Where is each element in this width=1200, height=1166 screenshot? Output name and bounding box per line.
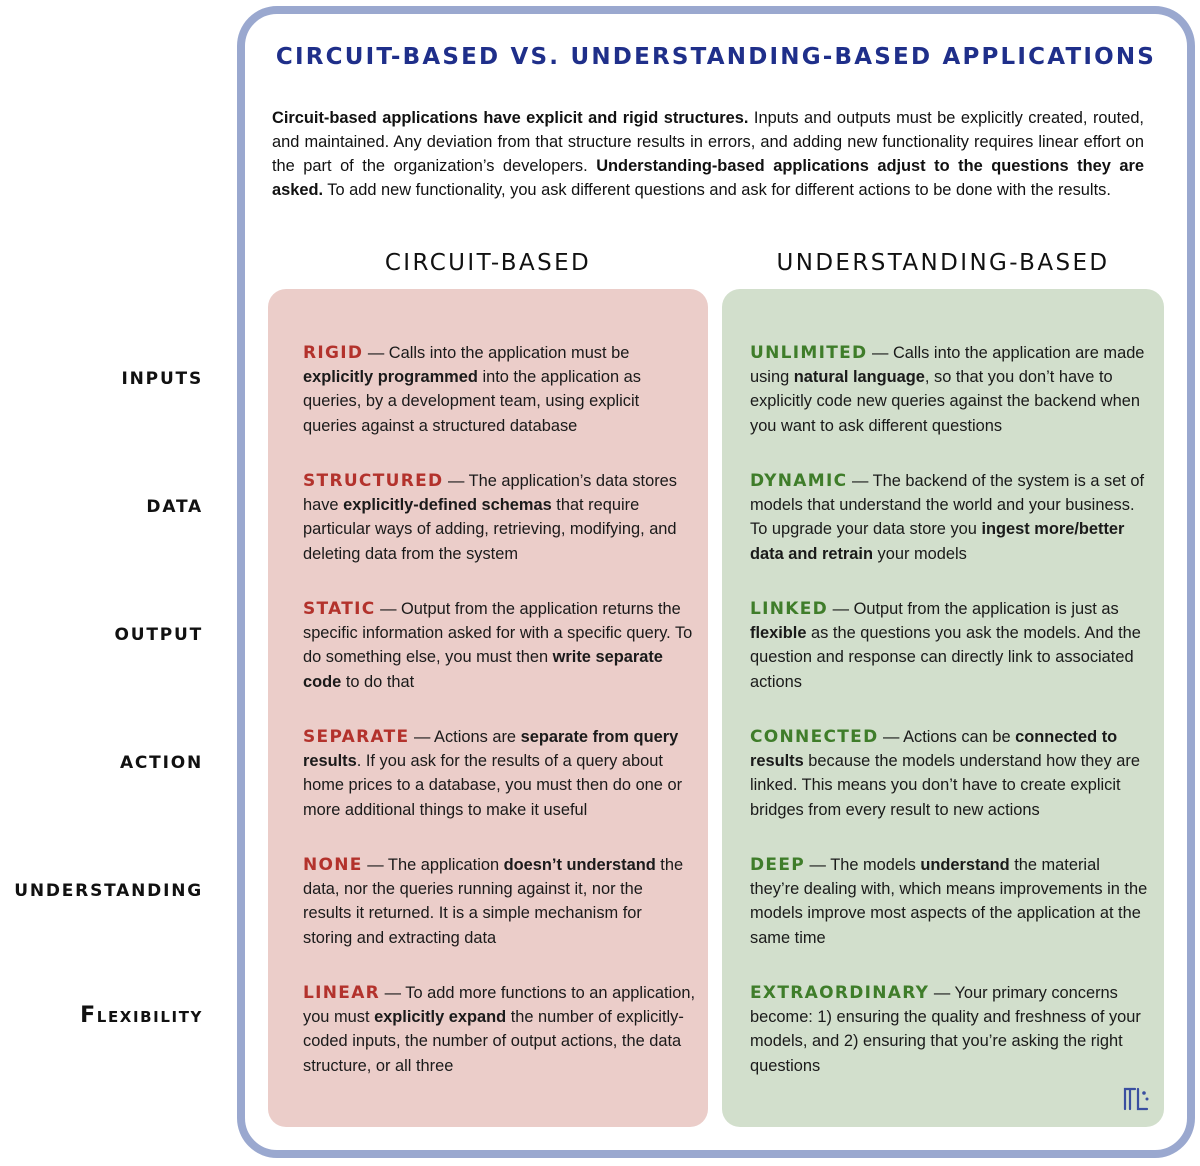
cell-flexibility-understanding [750, 981, 1150, 1078]
cell-text: — The models [805, 856, 921, 874]
cell-keyword: LINEAR [303, 983, 381, 1003]
cell-bold-text: explicitly expand [374, 1008, 507, 1027]
cell-bold-text: separate from query results [303, 728, 679, 771]
cell-inputs-circuit [303, 341, 695, 438]
cell-text: the data, nor the queries running against it, nor the results it returned. It is a simple mechanism for storing and extracting data [303, 856, 684, 947]
cell-bold-text: flexible [750, 624, 807, 643]
cell-text: into the application as queries, by a development team, using explicit queries against a structured database [303, 368, 641, 435]
row-label-flexibility: Flexibility [80, 1003, 203, 1028]
cell-bold-text: connected to results [750, 728, 1118, 771]
cell-data-circuit [303, 469, 695, 566]
cell-text: — The backend of the system is a set of models that understand the world and your business. To upgrade your data store you [750, 472, 1145, 539]
cell-text: the material they’re dealing with, which means improvements in the models improve most aspects of the application at the same time [750, 856, 1148, 947]
cell-output-understanding [750, 597, 1150, 694]
cell-text: — Actions can be [878, 728, 1016, 746]
cell-output-circuit [303, 597, 695, 694]
cell-bold-text: ingest more/better data and retrain [750, 520, 1125, 563]
column-header-circuit: CIRCUIT-BASED [384, 250, 592, 276]
row-label-inputs: INPUTS [121, 369, 203, 389]
cell-text: — To add more functions to an application, you must [303, 984, 695, 1027]
cell-inputs-understanding [750, 341, 1150, 438]
cell-text: as the questions you ask the models. And the question and response can directly link to associated actions [750, 624, 1141, 691]
cell-text: your models [872, 544, 967, 563]
cell-keyword: EXTRAORDINARY [750, 983, 930, 1003]
intro-bold-text: Circuit-based applications have explicit and rigid structures. [272, 109, 749, 127]
brand-logo-icon [1122, 1085, 1150, 1111]
cell-text: — Output from the application is just as [828, 600, 1119, 618]
cell-bold-text: natural language [793, 368, 925, 387]
cell-understanding-circuit [303, 853, 695, 950]
cell-keyword: LINKED [750, 599, 829, 619]
cell-bold-text: explicitly-defined schemas [343, 496, 552, 515]
cell-text: because the models understand how they are linked. This means you don’t have to create explicit bridges from every result to new actions [750, 752, 1140, 819]
row-label-output: OUTPUT [114, 625, 203, 645]
cell-bold-text: explicitly programmed [303, 368, 478, 387]
cell-text: — Calls into the application must be [363, 344, 630, 362]
cell-text: — The application [362, 856, 504, 874]
cell-data-understanding [750, 469, 1150, 566]
cell-action-circuit [303, 725, 695, 822]
cell-text: — Actions are [409, 728, 521, 746]
cell-keyword: CONNECTED [750, 727, 879, 747]
intro-bold-text: Understanding-based applications adjust to the questions they are asked. [272, 157, 1145, 199]
cell-text: . If you ask for the results of a query about home prices to a database, you must then do one or more additional things to make it useful [303, 752, 683, 819]
cell-keyword: UNLIMITED [750, 343, 868, 363]
cell-keyword: SEPARATE [303, 727, 410, 747]
cell-text: — The application’s data stores have [303, 472, 677, 515]
cell-understanding-understanding [750, 853, 1150, 950]
cell-text: the number of explicitly-coded inputs, the number of output actions, the data structure, or all three [303, 1008, 684, 1075]
cell-keyword: DEEP [750, 855, 805, 875]
cell-text: that require particular ways of adding, retrieving, modifying, and deleting data from the system [303, 496, 677, 563]
cell-keyword: STATIC [303, 599, 376, 619]
cell-keyword: DYNAMIC [750, 471, 848, 491]
cell-keyword: RIGID [303, 343, 364, 363]
cell-text: — Your primary concerns become: 1) ensuring the quality and freshness of your models, and 2) ensuring that you’re asking the right questions [750, 984, 1141, 1075]
row-label-understanding: UNDERSTANDING [14, 881, 203, 901]
page-title: CIRCUIT-BASED VS. UNDERSTANDING-BASED APPLICATIONS [275, 44, 1157, 70]
cell-action-understanding [750, 725, 1150, 822]
intro-paragraph [272, 106, 1144, 202]
cell-text: — Calls into the application are made using [750, 344, 1145, 387]
cell-bold-text: doesn’t understand [503, 856, 656, 874]
cell-flexibility-circuit [303, 981, 695, 1078]
cell-text: — Output from the application returns the specific information asked for with a specific query. To do something else, you must then [303, 600, 693, 667]
cell-bold-text: write separate code [303, 648, 663, 691]
cell-keyword: NONE [303, 855, 363, 875]
column-header-understanding: UNDERSTANDING-BASED [776, 250, 1110, 276]
row-label-action: ACTION [119, 753, 203, 773]
cell-text: , so that you don’t have to explicitly code new queries against the backend when you want to ask different questions [750, 368, 1140, 435]
cell-keyword: STRUCTURED [303, 471, 444, 491]
intro-text: To add new functionality, you ask different questions and ask for different actions to be done with the results. [323, 181, 1111, 199]
intro-text: Inputs and outputs must be explicitly created, routed, and maintained. Any deviation from that structure results in errors, and adding new functionality requires linear effort on the part of the organization’s developers. [272, 109, 1144, 175]
cell-text: to do that [341, 672, 415, 691]
cell-bold-text: understand [920, 856, 1010, 874]
row-label-data: DATA [146, 497, 203, 517]
